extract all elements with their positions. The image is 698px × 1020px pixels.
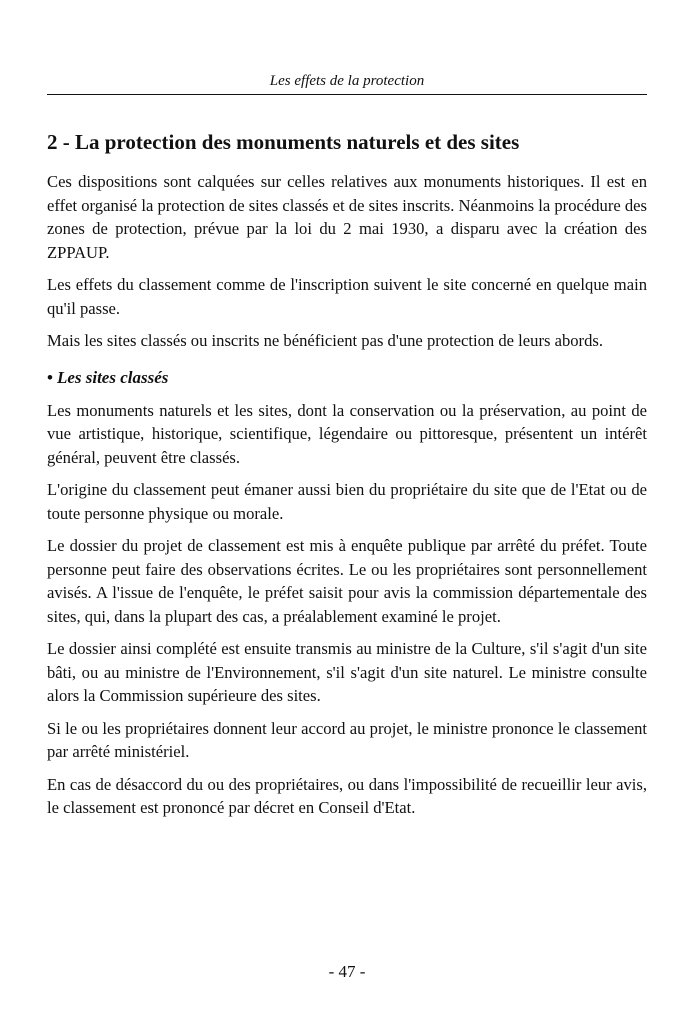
main-content (47, 128, 647, 829)
paragraph-intro-2: Les effets du classement comme de l'inscription suivent le site concerné en quelque main qu'il passe. (47, 275, 647, 318)
paragraph-body-1: Les monuments naturels et les sites, dont la conservation ou la préservation, au point de vue artistique, historique, scientifique, légendaire ou pittoresque, présentent un intérêt général, peuvent être classés. (47, 400, 647, 467)
paragraph-body-6: En cas de désaccord du ou des propriétaires, ou dans l'impossibilité de recueillir leur avis, le classement est prononcé par décret en Conseil d'Etat. (47, 774, 647, 817)
paragraph-body-5: Si le ou les propriétaires donnent leur accord au projet, le ministre prononce le classement par arrêté ministériel. (47, 718, 647, 761)
paragraph-intro-3: Mais les sites classés ou inscrits ne bénéficient pas d'une protection de leurs abords. (47, 331, 603, 350)
subheading-sites-classes (47, 366, 647, 390)
paragraph-body-4: Le dossier ainsi complété est ensuite transmis au ministre de la Culture, s'il s'agit d'un site bâti, ou au ministre de l'Environnement, s'il s'agit d'un site naturel. Le ministre consulte alors la Commission supérieure des sites. (47, 639, 647, 705)
page-number: - 47 - (328, 962, 366, 981)
running-header: Les effets de la protection (269, 73, 425, 89)
paragraph-body-2: L'origine du classement peut émaner aussi bien du propriétaire du site que de l'Etat ou de toute personne physique ou morale. (47, 480, 647, 523)
header-rule (47, 94, 647, 95)
subheading-text: Les sites classés (56, 367, 169, 387)
paragraph-body-3: Le dossier du projet de classement est mis à enquête publique par arrêté du préfet. Toute personne peut faire des observations écrites. Le ou les propriétaires sont personnellement avisés. A l'issue de l'enquête, le préfet saisit pour avis la commission départementale des sites, qui, dans la plupart des cas, a préalablement examiné le projet. (47, 536, 647, 626)
paragraph-intro-1: Ces dispositions sont calquées sur celles relatives aux monuments historiques. Il est en effet organisé la protection de sites classés et de sites inscrits. Néanmoins la procédure des zones de protection, prévue par la loi du 2 mai 1930, a disparu avec la création des ZPPAUP. (47, 172, 647, 262)
bullet-icon: • (47, 367, 53, 387)
section-title: 2 - La protection des monuments naturels et des sites (47, 130, 520, 154)
